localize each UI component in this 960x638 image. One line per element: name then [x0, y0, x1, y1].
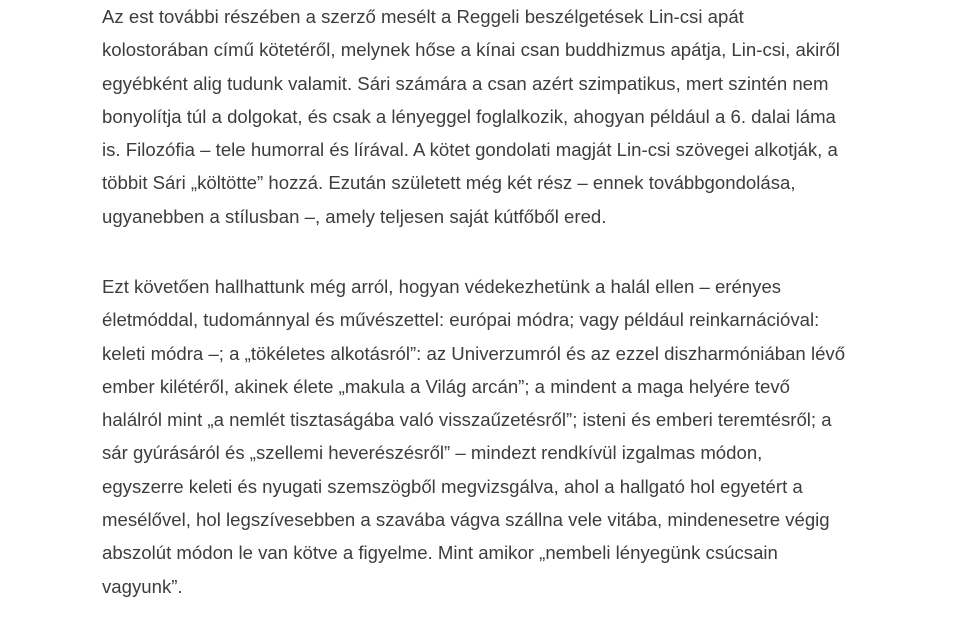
paragraph-2-line-5: halálról mint „a nemlét tisztaságába való visszaűzetésről”; isteni és emberi teremtésről; a — [102, 409, 832, 431]
paragraph-2-line-2: életmóddal, tudománnyal és művészettel: európai módra; vagy például reinkarnációval: — [102, 309, 820, 331]
paragraph-2 — [102, 270, 902, 603]
paragraph-2-line-4: ember kilétéről, akinek élete „makula a Világ arcán”; a mindent a maga helyére tevő — [102, 375, 790, 397]
paragraph-1-line-3: egyébként alig tudunk valamit. Sári számára a csan azért szimpatikus, mert szintén nem — [102, 72, 829, 94]
paragraph-1-line-1: Az est további részében a szerző mesélt a Reggeli beszélgetések Lin-csi apát — [102, 6, 744, 27]
paragraph-2-line-8: mesélővel, hol legszívesebben a szavába vágva szállna vele vitába, mindenesetre végig — [102, 509, 830, 531]
paragraph-2-line-3: keleti módra –; a „tökéletes alkotásról”: az Univerzumról és az ezzel diszharmóniában lévő — [102, 342, 846, 364]
paragraph-1 — [102, 0, 902, 233]
paragraph-1-line-7: ugyanebben a stílusban –, amely teljesen saját kútfőből ered. — [102, 205, 607, 227]
paragraph-2-line-7: egyszerre keleti és nyugati szemszögből megvizsgálva, ahol a hallgató hol egyetért a — [102, 475, 803, 497]
paragraph-2-line-6: sár gyúrásáról és „szellemi heverészésről” – mindezt rendkívül izgalmas módon, — [102, 442, 763, 464]
paragraph-1-line-6: többit Sári „költötte” hozzá. Ezután született még két rész – ennek továbbgondolása, — [102, 172, 796, 194]
paragraph-1-line-5: is. Filozófia – tele humorral és lírával. A kötet gondolati magját Lin-csi szövegei alkotják, a — [102, 139, 838, 161]
paragraph-2-line-1: Ezt követően hallhattunk még arról, hogyan védekezhetünk a halál ellen – erényes — [102, 276, 782, 297]
paragraph-1-line-4: bonyolítja túl a dolgokat, és csak a lényeggel foglalkozik, ahogyan például a 6. dalai láma — [102, 105, 836, 127]
paragraph-2-line-9: abszolút módon le van kötve a figyelme. Mint amikor „nembeli lényegünk csúcsain — [102, 542, 778, 564]
paragraph-2-line-10: vagyunk”. — [102, 575, 183, 597]
paragraph-1-line-2: kolostorában című kötetéről, melynek hőse a kínai csan buddhizmus apátja, Lin-csi, akiről — [102, 39, 840, 61]
